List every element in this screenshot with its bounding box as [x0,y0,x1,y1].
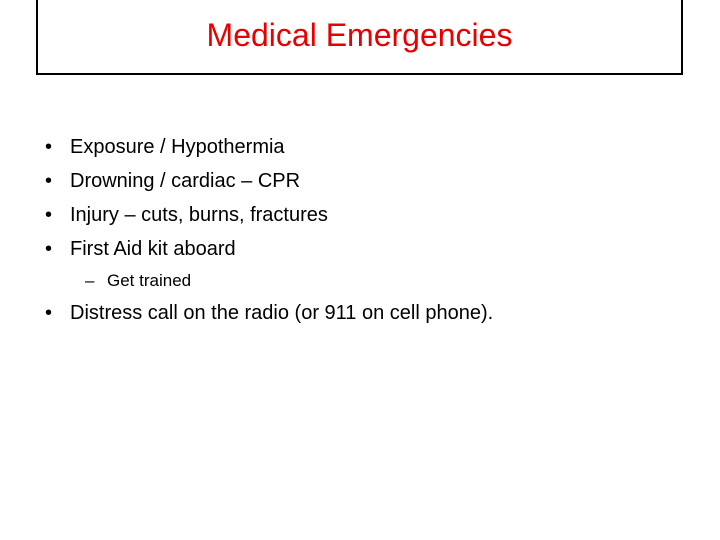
bullet-text: Drowning / cardiac – CPR [70,170,301,192]
bullet-text: Injury – cuts, burns, fractures [70,204,328,226]
bullet-text: Distress call on the radio (or 911 on cell phone). [70,302,494,324]
bullet-text: Exposure / Hypothermia [70,136,285,158]
bullet-glyph: • [45,136,53,158]
bullet-item-distress-call [45,296,493,330]
bullet-glyph: • [45,238,53,260]
bullet-glyph: • [45,302,53,324]
bullet-item-drowning [45,164,493,198]
bullet-glyph: • [45,204,53,226]
sub-bullet-get-trained [45,266,493,296]
bullet-list [45,130,493,330]
bullet-text: First Aid kit aboard [70,238,236,260]
bullet-item-injury [45,198,493,232]
sub-bullet-glyph: – [85,271,95,290]
sub-bullet-text: Get trained [107,271,192,290]
bullet-item-exposure [45,130,493,164]
bullet-item-first-aid [45,232,493,266]
bullet-glyph: • [45,170,53,192]
slide-title: Medical Emergencies [206,16,513,53]
title-box [36,0,683,75]
